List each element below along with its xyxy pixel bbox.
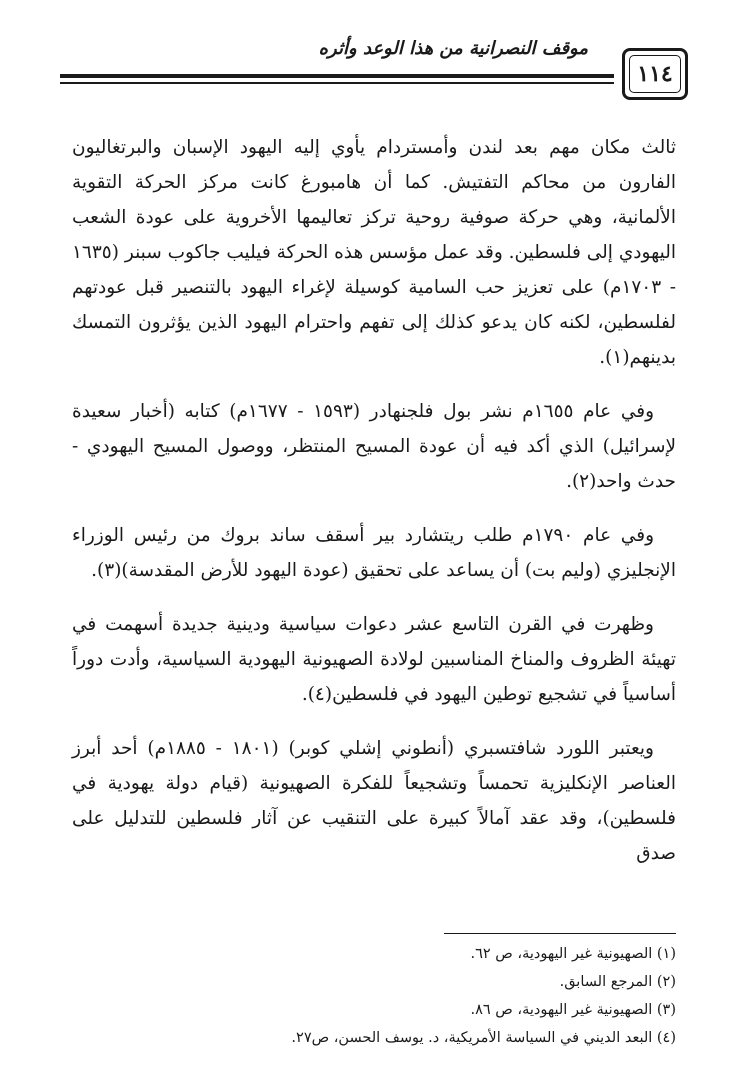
paragraph-2: وفي عام ١٦٥٥م نشر بول فلجنهادر (١٥٩٣ - ١٦٧٧م) كتابه (أخبار سعيدة لإسرائيل) الذي أكد فيه أن عودة المسيح المنتظر، ووصول المسيح اليهودي - حدث واحد(٢).	[72, 401, 676, 492]
running-title: موقف النصرانية من هذا الوعد وأثره	[318, 38, 588, 59]
page-number-frame	[629, 55, 681, 93]
footnotes	[72, 940, 676, 1052]
footnote-4: (٤) البعد الديني في السياسة الأمريكية، د. يوسف الحسن، ص٢٧.	[291, 1030, 676, 1046]
header-rule-thick	[60, 74, 614, 78]
paragraph-5: ويعتبر اللورد شافتسبري (أنطوني إشلي كوبر) (١٨٠١ - ١٨٨٥م) أحد أبرز العناصر الإنكليزية تحمساً وتشجيعاً للفكرة الصهيونية (قيام دولة يهودية في فلسطين)، وقد عقد آمالاً كبيرة على التنقيب عن آثار فلسطين للتدليل على صدق	[72, 738, 676, 864]
paragraph-4: وظهرت في القرن التاسع عشر دعوات سياسية ودينية جديدة أسهمت في تهيئة الظروف والمناخ المناسبين لولادة الصهيونية اليهودية السياسية، وأدت دوراً أساسياً في تشجيع توطين اليهود في فلسطين(٤).	[72, 614, 676, 705]
paragraph-1: ثالث مكان مهم بعد لندن وأمستردام يأوي إليه اليهود الإسبان والبرتغاليون الفارون من محاكم التفتيش. كما أن هامبورغ كانت مركز الحركة التقوية الألمانية، وهي حركة صوفية روحية تركز تعاليمها الأخروية على عودة الشعب اليهودي إلى فلسطين. وقد عمل مؤسس هذه الحركة فيليب جاكوب سبنر (١٦٣٥ - ١٧٠٣م) على تعزيز حب السامية كوسيلة لإغراء اليهود بالتنصير قبل عودتهم لفلسطين، لكنه كان يدعو كذلك إلى تفهم واحترام اليهود الذين يؤثرون التمسك بدينهم(١).	[72, 137, 676, 368]
body-text	[72, 130, 676, 890]
page-number: ١١٤	[637, 61, 673, 87]
header-rule-thin	[60, 82, 614, 84]
paragraph-3: وفي عام ١٧٩٠م طلب ريتشارد بير أسقف ساند بروك من رئيس الوزراء الإنجليزي (وليم بت) أن يساعد على تحقيق (عودة اليهود للأرض المقدسة)(٣).	[72, 525, 676, 581]
running-header	[60, 26, 688, 116]
page-number-badge	[622, 48, 688, 100]
footnote-2: (٢) المرجع السابق.	[559, 974, 676, 990]
footnote-1: (١) الصهيونية غير اليهودية، ص ٦٢.	[470, 946, 676, 962]
footnote-3: (٣) الصهيونية غير اليهودية، ص ٨٦.	[470, 1002, 676, 1018]
footnote-separator	[444, 933, 676, 934]
